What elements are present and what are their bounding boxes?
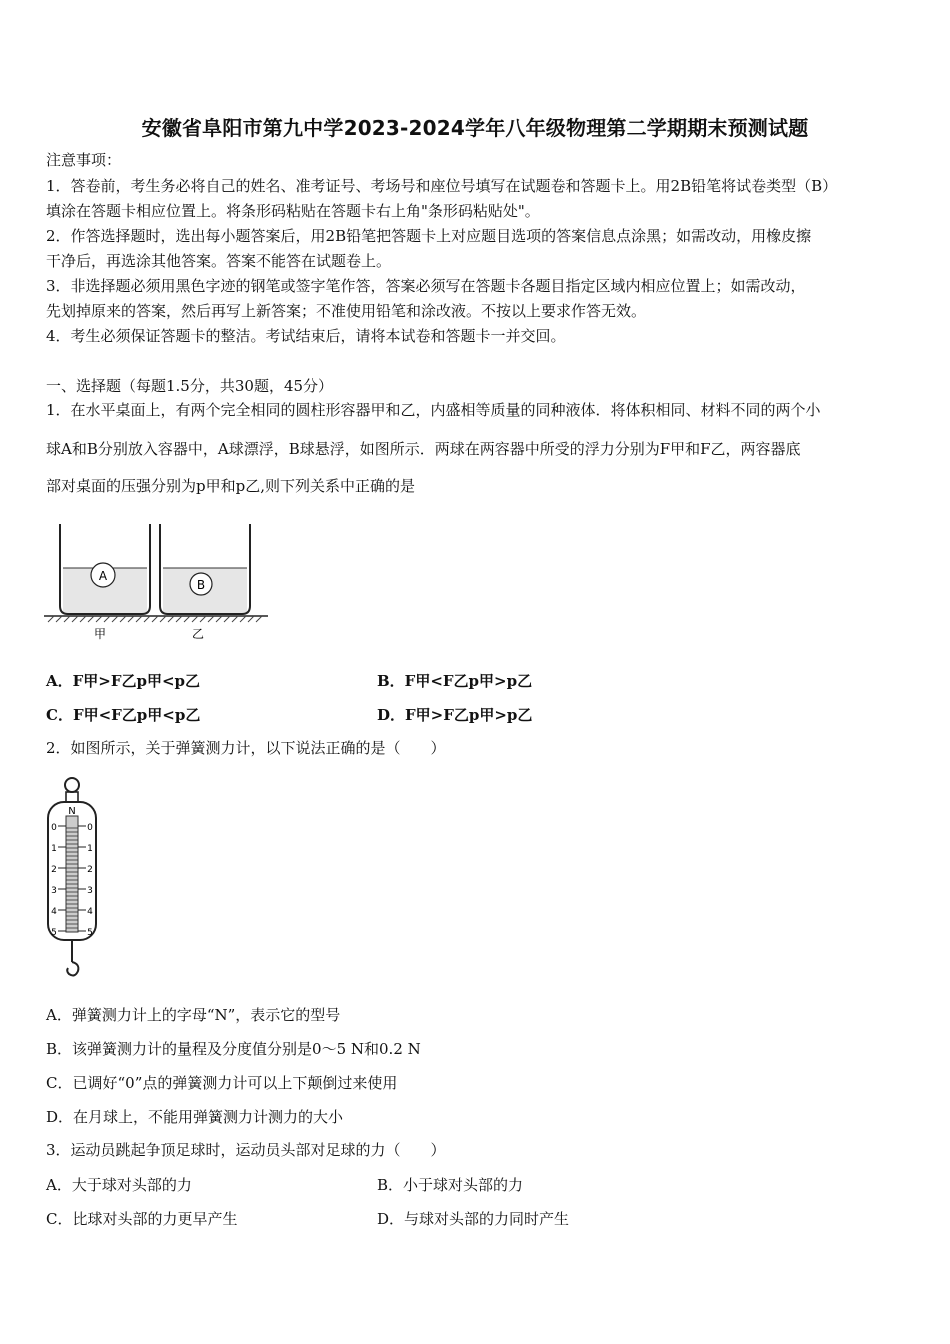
q1-stem-line: 1．在水平桌面上，有两个完全相同的圆柱形容器甲和乙，内盛相等质量的同种液体．将体积相同、材料不同的两个小 — [46, 401, 821, 419]
q3-option-a[interactable]: A．大于球对头部的力 — [46, 1176, 192, 1194]
q1-option-d[interactable]: D．F甲>F乙p甲>p乙 — [377, 706, 533, 724]
q1-option-a[interactable]: A．F甲>F乙p甲<p乙 — [46, 672, 201, 690]
q1-containers-figure — [40, 518, 276, 644]
tick-left: 3 — [51, 886, 57, 896]
unit-label: N — [68, 806, 76, 817]
q1-stem-line: 部对桌面的压强分别为p甲和p乙,则下列关系中正确的是 — [46, 477, 415, 495]
q2-option-c[interactable]: C．已调好“0”点的弹簧测力计可以上下颠倒过来使用 — [46, 1074, 398, 1092]
table-hatch — [48, 616, 262, 622]
q1-option-b[interactable]: B．F甲<F乙p甲>p乙 — [377, 672, 533, 690]
section-heading: 一、选择题（每题1.5分，共30题，45分） — [46, 377, 334, 395]
label-yi: 乙 — [191, 627, 205, 641]
notice-heading: 注意事项： — [46, 151, 122, 169]
notice-line: 先划掉原来的答案，然后再写上新答案；不准使用铅笔和涂改液。不按以上要求作答无效。 — [46, 302, 647, 320]
tick-right: 1 — [87, 844, 93, 854]
tick-right: 5 — [87, 928, 93, 938]
notice-line: 填涂在答题卡相应位置上。将条形码粘贴在答题卡右上角"条形码粘贴处"。 — [46, 202, 540, 220]
q1-option-c[interactable]: C．F甲<F乙p甲<p乙 — [46, 706, 201, 724]
notice-line: 干净后，再选涂其他答案。答案不能答在试题卷上。 — [46, 252, 392, 270]
tick-left: 0 — [51, 823, 57, 833]
tick-right: 4 — [87, 907, 93, 917]
q3-stem: 3．运动员跳起争顶足球时，运动员头部对足球的力（ ） — [46, 1141, 446, 1159]
page-title: 安徽省阜阳市第九中学2023-2024学年八年级物理第二学期期末预测试题 — [141, 116, 809, 140]
q1-stem-line: 球A和B分别放入容器中，A球漂浮，B球悬浮，如图所示．两球在两容器中所受的浮力分别为F甲和F乙，两容器底 — [46, 440, 801, 458]
notice-line: 2．作答选择题时，选出每小题答案后，用2B铅笔把答题卡上对应题目选项的答案信息点涂黑；如需改动，用橡皮擦 — [46, 227, 812, 245]
tick-right: 3 — [87, 886, 93, 896]
q2-option-a[interactable]: A．弹簧测力计上的字母“N”，表示它的型号 — [46, 1006, 341, 1024]
tick-left: 1 — [51, 844, 57, 854]
q3-option-d[interactable]: D．与球对头部的力同时产生 — [377, 1210, 570, 1228]
ball-a-label: A — [98, 569, 108, 583]
top-ring — [65, 778, 79, 792]
hook-icon — [67, 962, 78, 975]
label-jia: 甲 — [93, 627, 107, 641]
q2-stem: 2．如图所示，关于弹簧测力计，以下说法正确的是（ ） — [46, 739, 446, 757]
q3-option-c[interactable]: C．比球对头部的力更早产生 — [46, 1210, 238, 1228]
notice-line: 4．考生必须保证答题卡的整洁。考试结束后，请将本试卷和答题卡一并交回。 — [46, 327, 566, 345]
tick-right: 2 — [87, 865, 93, 875]
ball-b-label: B — [196, 578, 206, 592]
q2-option-d[interactable]: D．在月球上，不能用弹簧测力计测力的大小 — [46, 1108, 344, 1126]
q2-spring-scale-figure — [42, 776, 102, 980]
tick-left: 5 — [51, 928, 57, 938]
notice-line: 1．答卷前，考生务必将自己的姓名、准考证号、考场号和座位号填写在试题卷和答题卡上。用2B铅笔将试卷类型（B） — [46, 177, 838, 195]
q3-option-b[interactable]: B．小于球对头部的力 — [377, 1176, 524, 1194]
tick-left: 4 — [51, 907, 57, 917]
container-jia — [60, 524, 150, 614]
container-yi — [160, 524, 250, 614]
tick-right: 0 — [87, 823, 93, 833]
tick-left: 2 — [51, 865, 57, 875]
notice-line: 3．非选择题必须用黑色字迹的钢笔或签字笔作答，答案必须写在答题卡各题目指定区域内相应位置上；如需改动， — [46, 277, 806, 295]
q2-option-b[interactable]: B．该弹簧测力计的量程及分度值分别是0～5 N和0.2 N — [46, 1040, 421, 1058]
spring-slot — [66, 816, 78, 932]
